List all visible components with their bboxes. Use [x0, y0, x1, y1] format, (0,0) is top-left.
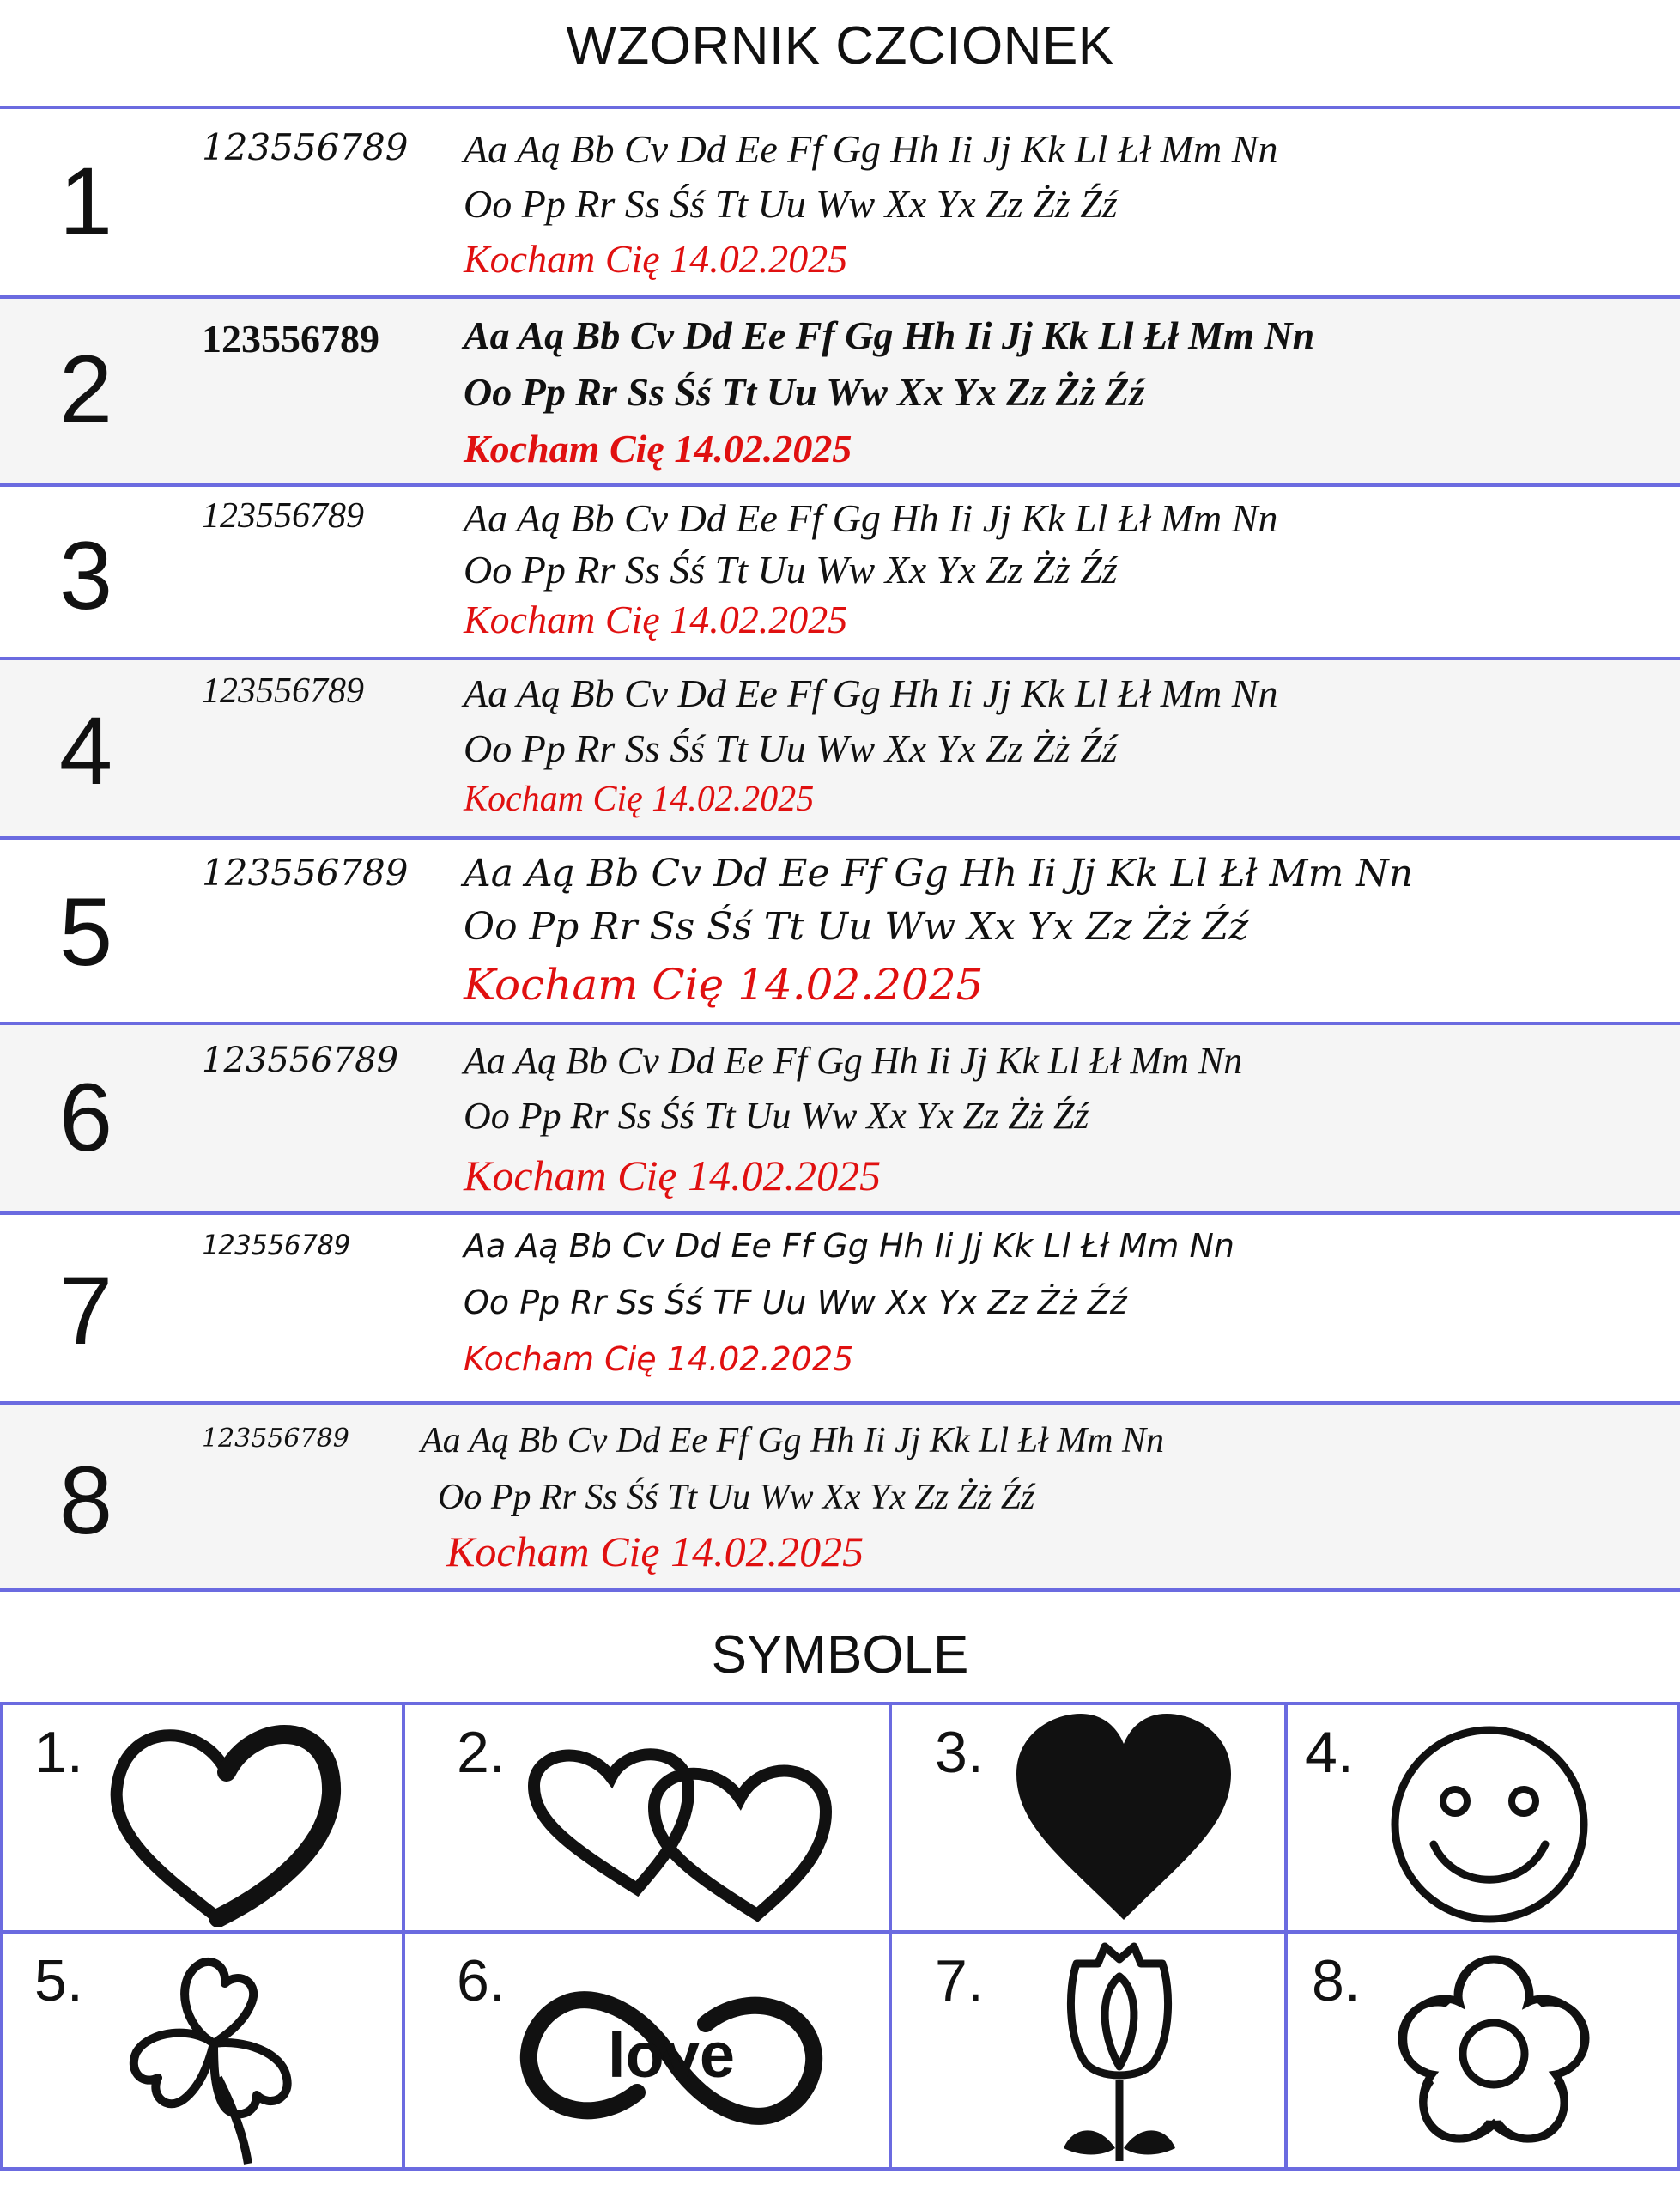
font-row-3 [0, 487, 1680, 657]
font-alphabet-line-2: Oo Pp Rr Ss Śś Tt Uu Ww Xx Yx Zz Żż Źź [464, 1095, 1089, 1137]
font-number: 1 [58, 148, 113, 255]
font-sample-text: Kocham Cię 14.02.2025 [464, 1151, 882, 1199]
flower-icon [1391, 1952, 1597, 2154]
font-number: 4 [58, 697, 113, 805]
font-digits: 123556789 [202, 317, 379, 361]
symbol-cell-8[interactable] [1288, 1934, 1677, 2167]
font-row-1 [0, 109, 1680, 295]
font-number: 8 [58, 1447, 113, 1554]
font-alphabet-line-2: Oo Pp Rr Ss Śś Tt Uu Ww Xx Yx Zz Żż Źź [438, 1478, 1035, 1517]
font-digits: 123556789 [202, 1041, 399, 1080]
symbol-cell-2[interactable] [405, 1705, 889, 1930]
font-alphabet-line-1: Aa Aą Bb Cv Dd Ee Ff Gg Hh Ii Jj Kk Ll Łł Mm Nn [464, 671, 1278, 715]
font-number: 7 [58, 1257, 113, 1364]
love-text: love [607, 2019, 736, 2091]
symbol-cell-5[interactable] [3, 1934, 402, 2167]
symbol-number: 3. [935, 1720, 984, 1785]
font-number: 3 [58, 522, 113, 629]
font-alphabet-line-2: Oo Pp Rr Ss Śś TF Uu Ww Xx Yx Zz Żż Źź [464, 1284, 1127, 1321]
font-alphabet-line-1: Aa Aą Bb Cv Dd Ee Ff Gg Hh Ii Jj Kk Ll Łł Mm Nn [464, 1040, 1243, 1082]
font-sample-text: Kocham Cię 14.02.2025 [464, 780, 815, 819]
font-alphabet-line-2: Oo Pp Rr Ss Śś Tt Uu Ww Xx Yx Zz Żż Źź [464, 182, 1118, 226]
smiley-face-icon [1386, 1724, 1592, 1926]
font-row-4 [0, 660, 1680, 836]
page-title: WZORNIK CZCIONEK [566, 16, 1114, 76]
font-alphabet-line-1: Aa Aą Bb Cv Dd Ee Ff Gg Hh Ii Jj Kk Ll Łł Mm Nn [464, 496, 1278, 540]
font-row-6 [0, 1025, 1680, 1211]
symbol-number: 7. [935, 1948, 984, 2013]
font-alphabet-line-1: Aa Aą Bb Cv Dd Ee Ff Gg Hh Ii Jj Kk Ll Łł Mm Nn [421, 1421, 1164, 1460]
font-alphabet-line-2: Oo Pp Rr Ss Śś Tt Uu Ww Xx Yx Zz Żż Źź [464, 905, 1249, 949]
symbol-number: 8. [1312, 1948, 1361, 2013]
symbol-cell-1[interactable] [3, 1705, 402, 1930]
font-row-2 [0, 299, 1680, 483]
font-alphabet-line-1: Aa Aą Bb Cv Dd Ee Ff Gg Hh Ii Jj Kk Ll Łł Mm Nn [464, 1227, 1234, 1265]
font-alphabet-line-1: Aa Aą Bb Cv Dd Ee Ff Gg Hh Ii Jj Kk Ll Łł Mm Nn [464, 313, 1315, 357]
font-sample-text: Kocham Cię 14.02.2025 [464, 598, 848, 641]
rule [0, 2167, 1680, 2171]
rose-icon [1055, 1942, 1184, 2165]
clover-icon [124, 1949, 312, 2165]
double-hearts-icon [517, 1717, 843, 1923]
font-digits: 123556789 [202, 852, 409, 894]
font-alphabet-line-1: Aa Aą Bb Cv Dd Ee Ff Gg Hh Ii Jj Kk Ll Łł Mm Nn [464, 852, 1414, 896]
symbol-number: 1. [34, 1720, 83, 1785]
font-sample-text: Kocham Cię 14.02.2025 [464, 427, 852, 471]
font-number: 5 [58, 878, 113, 986]
font-alphabet-line-2: Oo Pp Rr Ss Śś Tt Uu Ww Xx Yx Zz Żż Źź [464, 726, 1118, 770]
font-number: 6 [58, 1064, 113, 1171]
font-sample-text: Kocham Cię 14.02.2025 [464, 237, 848, 281]
font-alphabet-line-1: Aa Aą Bb Cv Dd Ee Ff Gg Hh Ii Jj Kk Ll Łł Mm Nn [464, 127, 1278, 171]
symbol-cell-6[interactable] [405, 1934, 889, 2167]
font-row-7 [0, 1215, 1680, 1401]
open-heart-icon [98, 1712, 355, 1927]
rule [1677, 1702, 1680, 2171]
font-sample-text: Kocham Cię 14.02.2025 [446, 1527, 864, 1576]
rule [0, 1588, 1680, 1592]
symbol-cell-4[interactable] [1288, 1705, 1677, 1930]
font-row-5 [0, 840, 1680, 1022]
filled-heart-icon [1012, 1714, 1235, 1924]
font-digits: 123556789 [202, 671, 364, 711]
font-alphabet-line-2: Oo Pp Rr Ss Śś Tt Uu Ww Xx Yx Zz Żż Źź [464, 548, 1118, 592]
font-digits: 123556789 [202, 1424, 349, 1454]
symbol-number: 2. [457, 1720, 506, 1785]
symbols-title: SYMBOLE [711, 1625, 969, 1685]
font-number: 2 [58, 336, 113, 443]
font-alphabet-line-2: Oo Pp Rr Ss Śś Tt Uu Ww Xx Yx Zz Żż Źź [464, 370, 1145, 414]
symbol-number: 5. [34, 1948, 83, 2013]
font-digits: 123556789 [202, 1229, 351, 1261]
font-row-8 [0, 1405, 1680, 1588]
symbol-cell-7[interactable] [892, 1934, 1284, 2167]
font-sample-text: Kocham Cię 14.02.2025 [464, 1340, 854, 1378]
symbol-number: 6. [457, 1948, 506, 2013]
font-digits: 123556789 [202, 126, 409, 168]
love-infinity-icon [517, 1981, 826, 2135]
symbol-number: 4. [1305, 1720, 1354, 1785]
symbol-cell-3[interactable] [892, 1705, 1284, 1930]
font-sample-text: Kocham Cię 14.02.2025 [464, 960, 984, 1010]
font-digits: 123556789 [202, 496, 364, 536]
